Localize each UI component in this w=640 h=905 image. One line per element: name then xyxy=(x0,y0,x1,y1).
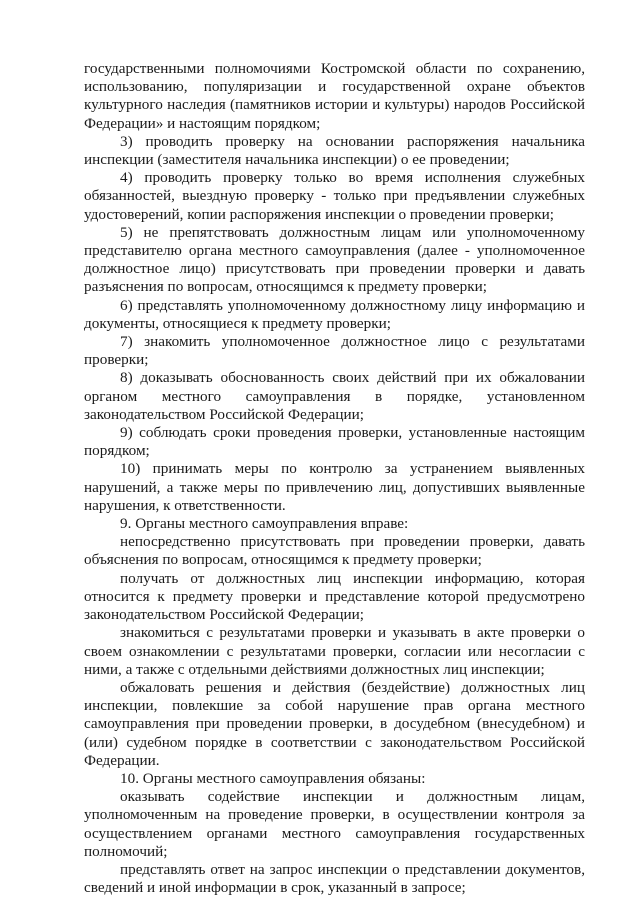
section-9-heading: 9. Органы местного самоуправления вправе: xyxy=(120,515,409,533)
paragraph-item-5: 5) не препятствовать должностным лицам или уполномоченному представителю органа местного самоуправления (далее - уполномоченное должностное лицо) присутствовать при проведении проверки и давать разъяснения по вопросам, относящимся к предмету проверки; xyxy=(84,223,585,296)
paragraph-item-8: 8) доказывать обоснованность своих действий при их обжаловании органом местного самоуправления в порядке, установленном законодательством Российской Федерации; xyxy=(84,369,585,423)
paragraph-item-6: 6) представлять уполномоченному должностному лицу информацию и документы, относящиеся к предмету проверки; xyxy=(84,296,585,332)
paragraph-item-9: 9) соблюдать сроки проведения проверки, установленные настоящим порядком; xyxy=(84,424,585,460)
paragraph-item-7: 7) знакомить уполномоченное должностное лицо с результатами проверки; xyxy=(84,333,585,369)
paragraph-continuation: государственными полномочиями Костромской области по сохранению, использованию, популяризации и государственной охране объектов культурного наследия (памятников истории и культуры) народов Российской Федерации» и настоящим порядком; xyxy=(84,60,585,132)
duty-assist: оказывать содействие инспекции и должностным лицам, уполномоченным на проведение проверки, в осуществлении контроля за осуществлением органами местного самоуправления государственных полномочий; xyxy=(84,788,585,860)
document-body xyxy=(84,60,585,897)
right-receive-info: получать от должностных лиц инспекции информацию, которая относится к предмету проверки и представление которой предусмотрено законодательством Российской Федерации; xyxy=(84,569,585,624)
paragraph-item-3: 3) проводить проверку на основании распоряжения начальника инспекции (заместителя начальника инспекции) о ее проведении; xyxy=(84,132,585,169)
duty-respond: представлять ответ на запрос инспекции о представлении документов, сведений и иной информации в срок, указанный в запросе; xyxy=(84,860,585,897)
right-review-results: знакомиться с результатами проверки и указывать в акте проверки о своем ознакомлении с результатами проверки, согласии или несогласии с ними, а также с отдельными действиями должностных лиц инспекции; xyxy=(84,624,585,678)
section-10-heading: 10. Органы местного самоуправления обязаны: xyxy=(120,769,426,787)
right-appeal: обжаловать решения и действия (бездействие) должностных лиц инспекции, повлекшие за собой нарушение прав органа местного самоуправления при проведении проверки, в досудебном (внесудебном) и (или) судебном порядке в соответствии с законодательством Российской Федерации. xyxy=(84,678,585,769)
paragraph-item-10: 10) принимать меры по контролю за устранением выявленных нарушений, а также меры по привлечению лиц, допустивших выявленные нарушения, к ответственности. xyxy=(84,460,585,514)
paragraph-item-4: 4) проводить проверку только во время исполнения служебных обязанностей, выездную проверку - только при предъявлении служебных удостоверений, копии распоряжения инспекции о проведении проверки; xyxy=(84,169,585,223)
right-attend: непосредственно присутствовать при проведении проверки, давать объяснения по вопросам, относящимся к предмету проверки; xyxy=(84,533,585,569)
